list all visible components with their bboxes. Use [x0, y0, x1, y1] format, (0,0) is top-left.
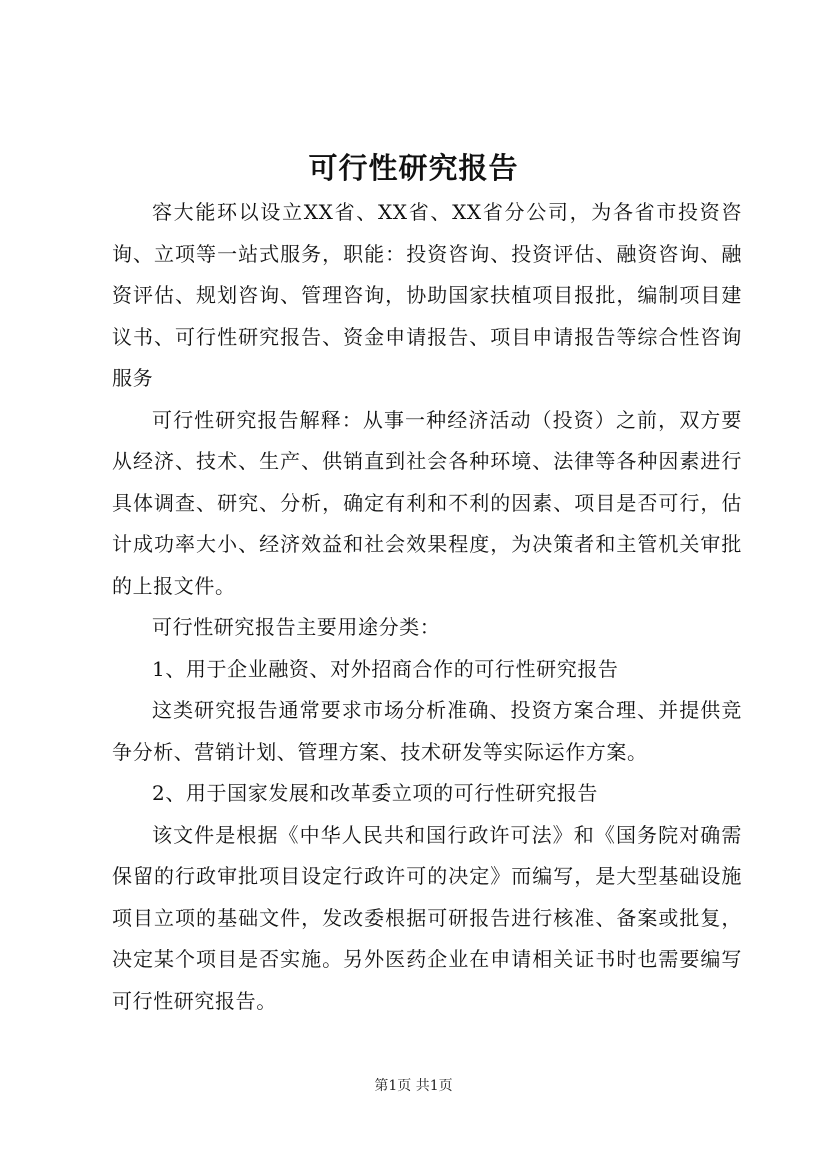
paragraph-usage-item-2: 2、用于国家发展和改革委立项的可行性研究报告 — [152, 781, 598, 805]
document-title: 可行性研究报告 — [308, 151, 519, 185]
paragraph-usage-item-2-detail: 该文件是根据《中华人民共和国行政许可法》和《国务院对确需保留的行政审批项目设定行政许可的决定》而编写，是大型基础设施项目立项的基础文件，发改委根据可研报告进行核准、备案或批复，决定某个项目是否实施。另外医药企业在申请相关证书时也需要编写可行性研究报告。 — [112, 822, 742, 1013]
paragraph-company-intro: 容大能环以设立XX省、XX省、XX省分公司，为各省市投资咨询、立项等一站式服务，职能：投资咨询、投资评估、融资咨询、融资评估、规划咨询、管理咨询，协助国家扶植项目报批，编制项目建议书、可行性研究报告、资金申请报告、项目申请报告等综合性咨询服务 — [112, 200, 742, 390]
paragraph-usage-item-1: 1、用于企业融资、对外招商合作的可行性研究报告 — [152, 656, 619, 681]
page-number-footer: 第1页 共1页 — [374, 1078, 453, 1094]
paragraph-usage-item-1-detail: 这类研究报告通常要求市场分析准确、投资方案合理、并提供竞争分析、营销计划、管理方案、技术研发等实际运作方案。 — [112, 698, 742, 764]
paragraph-usage-heading: 可行性研究报告主要用途分类： — [152, 615, 441, 639]
paragraph-report-definition: 可行性研究报告解释：从事一种经济活动（投资）之前，双方要从经济、技术、生产、供销直到社会各种环境、法律等各种因素进行具体调查、研究、分析，确定有利和不利的因素、项目是否可行，估计成功率大小、经济效益和社会效果程度，为决策者和主管机关审批的上报文件。 — [112, 407, 742, 598]
document-body — [112, 192, 742, 1022]
